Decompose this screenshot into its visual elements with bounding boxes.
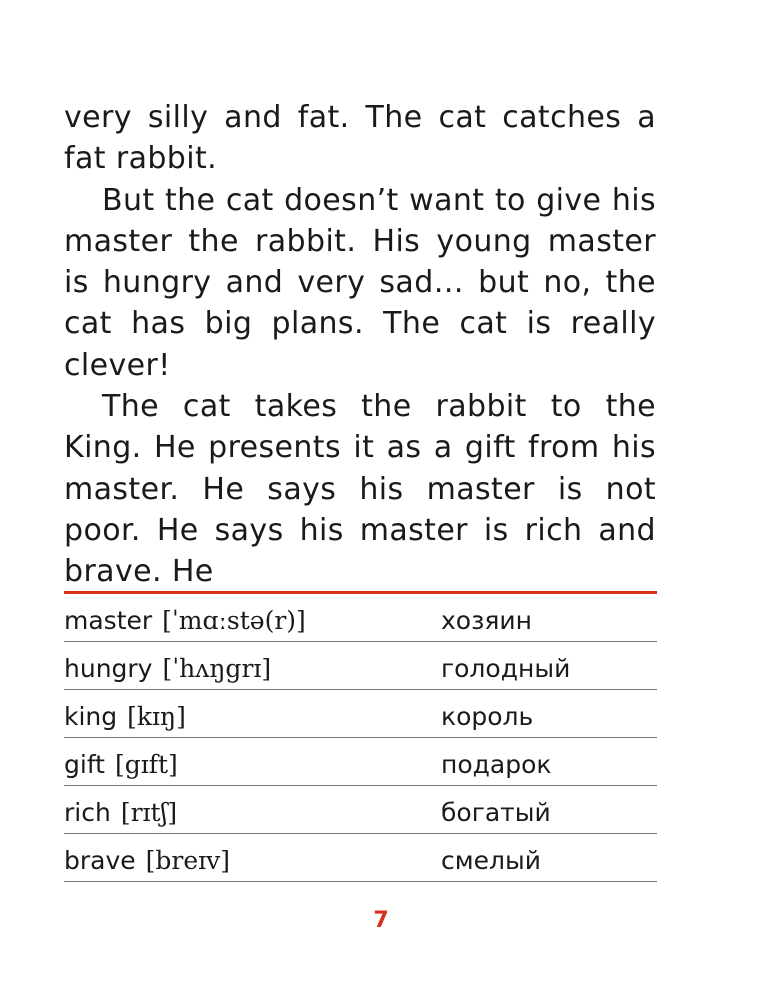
vocabulary-word: gift bbox=[64, 750, 105, 779]
vocabulary-term bbox=[64, 654, 271, 683]
vocabulary-translation: смелый bbox=[441, 846, 541, 875]
vocabulary-transcription: [breɪv] bbox=[145, 846, 231, 875]
vocabulary-row-rich bbox=[64, 786, 657, 834]
vocabulary-term bbox=[64, 798, 177, 827]
page-number: 7 bbox=[373, 908, 389, 933]
vocabulary-transcription: [kɪŋ] bbox=[127, 702, 186, 731]
vocabulary-word: king bbox=[64, 702, 118, 731]
vocabulary-row-king bbox=[64, 690, 657, 738]
vocabulary-transcription: [ˈmɑːstə(r)] bbox=[162, 606, 306, 635]
vocabulary-transcription: [rɪtʃ] bbox=[120, 798, 178, 827]
vocabulary-word: master bbox=[64, 606, 153, 635]
vocabulary-translation: голодный bbox=[441, 654, 571, 683]
vocabulary-word: hungry bbox=[64, 654, 153, 683]
vocabulary-term bbox=[64, 846, 230, 875]
vocabulary-row-master bbox=[64, 594, 657, 642]
story-paragraph-1: very silly and fat. The cat catches a fat rabbit. bbox=[64, 100, 656, 177]
vocabulary-row-hungry bbox=[64, 642, 657, 690]
vocabulary-term bbox=[64, 702, 186, 731]
story-paragraph-3: The cat takes the rabbit to the King. He presents it as a gift from his master. He says his master is not poor. He says his master is rich and brave. He bbox=[64, 389, 656, 590]
vocabulary-word: brave bbox=[64, 846, 136, 875]
vocabulary-term bbox=[64, 750, 178, 779]
vocabulary-word: rich bbox=[64, 798, 111, 827]
vocabulary-transcription: [ˈhʌŋgrɪ] bbox=[162, 654, 272, 683]
vocabulary-translation: подарок bbox=[441, 750, 552, 779]
vocabulary-translation: богатый bbox=[441, 798, 551, 827]
story-paragraph-2: But the cat doesn’t want to give his master the rabbit. His young master is hungry and very sad… but no, the cat has big plans. The cat is really clever! bbox=[64, 182, 656, 383]
vocabulary-transcription: [gɪft] bbox=[114, 750, 178, 779]
vocabulary-translation: король bbox=[441, 702, 534, 731]
story-text bbox=[64, 97, 656, 593]
vocabulary-table bbox=[64, 594, 657, 882]
vocabulary-row-brave bbox=[64, 834, 657, 882]
vocabulary-translation: хозяин bbox=[441, 606, 533, 635]
vocabulary-term bbox=[64, 606, 306, 635]
vocabulary-row-gift bbox=[64, 738, 657, 786]
